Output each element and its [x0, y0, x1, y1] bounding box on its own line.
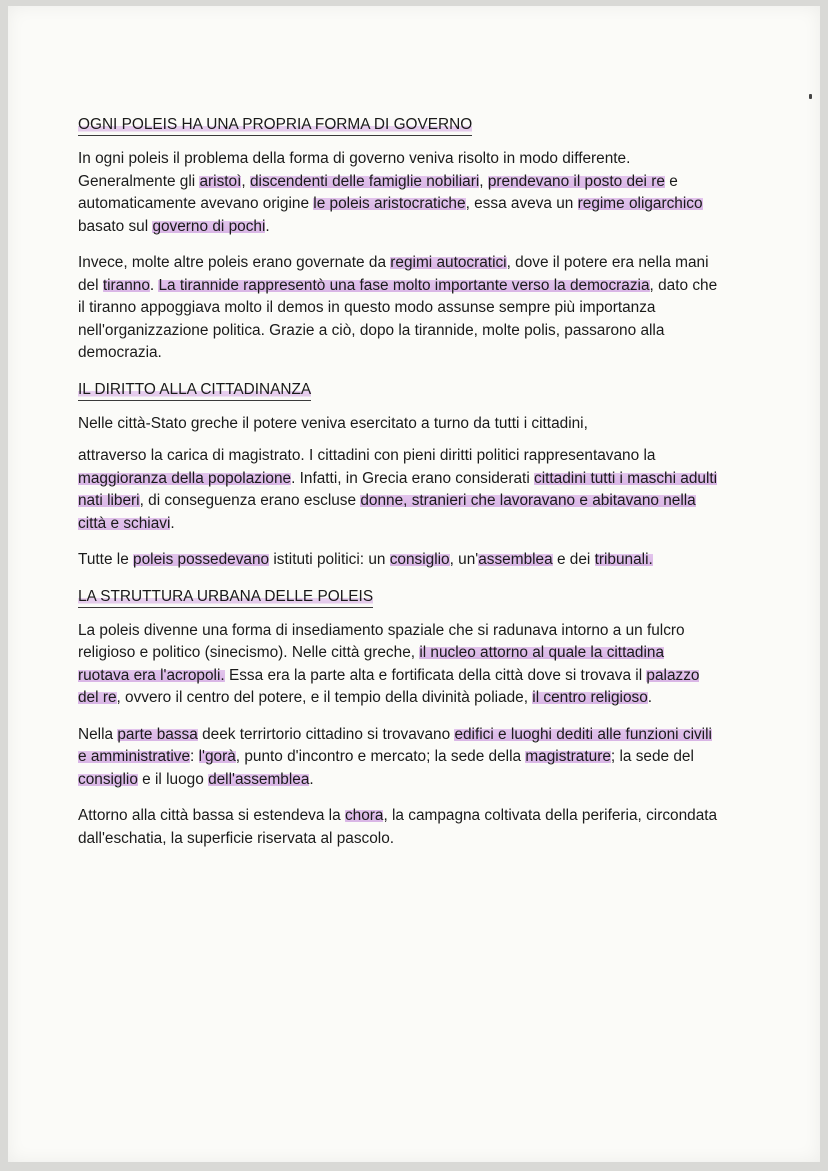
- highlighted-text: l'gorà: [198, 748, 236, 765]
- document-page: [8, 6, 820, 1162]
- highlighted-text: cittadini tutti i maschi adulti nati liberi: [78, 469, 718, 509]
- section-struttura-urbana: [78, 586, 718, 851]
- highlighted-text: il nucleo attorno al quale la cittadina ruotava era l'acropoli.: [78, 644, 665, 684]
- text-run: , punto d'incontro e mercato; la sede della: [235, 748, 526, 765]
- text-run: , di conseguenza erano escluse: [139, 492, 361, 509]
- text-run: .: [170, 514, 175, 532]
- paragraph: [78, 252, 718, 365]
- text-run: .: [149, 276, 159, 294]
- text-run: .: [265, 217, 270, 235]
- page-mark: [809, 94, 812, 99]
- text-run: Tutte le: [78, 551, 134, 568]
- paragraph: [78, 620, 718, 710]
- section-heading: [78, 587, 373, 608]
- highlighted-text: maggioranza della popolazione: [78, 469, 292, 487]
- text-run: Nelle città-Stato greche il potere veniva esercitato a turno da tutti i cittadini,: [78, 414, 588, 432]
- highlighted-text: regime oligarchico: [577, 195, 703, 212]
- highlighted-text: prendevano il posto dei re: [487, 172, 665, 190]
- highlighted-text: consiglio: [389, 551, 450, 568]
- section-heading-text: OGNI POLEIS HA UNA PROPRIA FORMA DI GOVERNO: [78, 116, 473, 133]
- text-run: , dove il potere era nella mani del: [78, 254, 709, 294]
- text-run: e dei: [552, 551, 595, 568]
- highlighted-text: le poleis aristocratiche: [313, 195, 466, 212]
- highlighted-text: poleis possedevano: [133, 551, 270, 568]
- paragraph: [78, 724, 718, 792]
- text-run: .: [647, 689, 653, 706]
- paragraph: [78, 549, 718, 572]
- highlighted-text: aristoì: [199, 172, 242, 190]
- text-run: :: [190, 748, 199, 765]
- text-run: istituti politici: un: [269, 551, 390, 568]
- highlighted-text: parte bassa: [117, 725, 198, 743]
- highlighted-text: governo di pochi: [152, 217, 266, 235]
- text-run: basato sul: [78, 217, 153, 235]
- highlighted-text: edifici e luoghi dediti alle funzioni civili e amministrative: [78, 725, 712, 765]
- text-run: . Infatti, in Grecia erano considerati: [291, 469, 535, 487]
- paragraph: [78, 413, 718, 436]
- text-run: e automaticamente avevano origine: [78, 172, 678, 212]
- section-heading: [78, 115, 472, 136]
- section-heading-text: LA STRUTTURA URBANA DELLE POLEIS: [78, 587, 374, 605]
- text-run: Essa era la parte alta e fortificata della città dove si trovava il: [224, 666, 647, 684]
- section-forma-di-governo: [78, 114, 718, 365]
- text-run: ,: [479, 172, 488, 190]
- text-run: deek terrirtorio cittadino si trovavano: [197, 725, 455, 743]
- text-run: Invece, molte altre poleis erano governate da: [78, 254, 391, 271]
- highlighted-text: discendenti delle famiglie nobiliari: [249, 172, 480, 190]
- highlighted-text: chora: [344, 807, 384, 824]
- highlighted-text: La tirannide rappresentò una fase molto importante verso la democrazia: [158, 276, 650, 294]
- text-run: e il luogo: [137, 770, 209, 788]
- text-run: , la campagna coltivata della periferia, circondata dall'eschatia, la superficie riservata al pascolo.: [78, 807, 718, 847]
- text-run: , un': [449, 551, 479, 568]
- paragraph: [78, 805, 718, 850]
- highlighted-text: consiglio: [78, 770, 138, 788]
- section-diritto-cittadinanza: [78, 379, 718, 572]
- text-run: Nella: [78, 725, 118, 743]
- text-run: .: [309, 770, 314, 788]
- paragraph: [78, 148, 718, 238]
- text-run: ; la sede del: [610, 748, 694, 765]
- text-run: , dato che il tiranno appoggiava molto il demos in questo modo assunse sempre più importanza nell'organizzazione politica. Grazie a ciò, dopo la tirannide, molte polis, passarono alla democrazia.: [78, 276, 718, 361]
- text-run: attraverso la carica di magistrato. I cittadini con pieni diritti politici rappresentavano la: [78, 447, 656, 464]
- highlighted-text: palazzo del re: [78, 666, 700, 706]
- text-run: ,: [241, 172, 250, 190]
- section-heading-text: IL DIRITTO ALLA CITTADINANZA: [78, 380, 312, 398]
- highlighted-text: il centro religioso: [532, 689, 648, 706]
- highlighted-text: donne, stranieri che lavoravano e abitavano nella città e schiavi: [78, 492, 696, 532]
- text-run: La poleis divenne una forma di insediamento spaziale che si radunava intorno a un fulcro religioso e politico (sinecismo). Nelle città greche,: [78, 621, 685, 661]
- highlighted-text: tribunali.: [594, 551, 653, 568]
- text-run: Attorno alla città bassa si estendeva la: [78, 807, 345, 824]
- document-content: [78, 114, 718, 864]
- text-run: , ovvero il centro del potere, e il tempio della divinità poliade,: [116, 689, 533, 706]
- text-run: , essa aveva un: [465, 195, 578, 212]
- highlighted-text: regimi autocratici: [390, 254, 507, 271]
- highlighted-text: assemblea: [478, 551, 553, 568]
- highlighted-text: dell'assemblea: [208, 770, 310, 788]
- highlighted-text: magistrature: [525, 748, 611, 765]
- paragraph: [78, 445, 718, 535]
- section-heading: [78, 380, 311, 401]
- text-run: In ogni poleis il problema della forma di governo veniva risolto in modo differente. Generalmente gli: [78, 150, 631, 190]
- highlighted-text: tiranno: [102, 276, 150, 294]
